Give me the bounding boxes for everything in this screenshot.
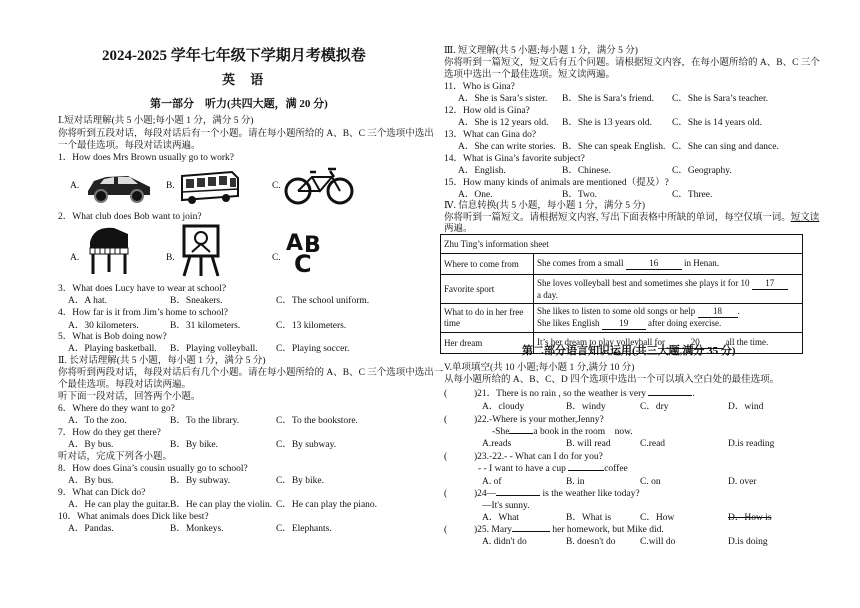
q14-option-a: A．English.	[458, 166, 506, 176]
q9-option-c: C．He can play the piano.	[276, 500, 378, 510]
q4-option-a: A．30 kilometers.	[68, 321, 139, 331]
q1-label-a: A.	[70, 181, 80, 191]
q24-text-b: is the weather like today?	[542, 489, 640, 499]
s2-instruction-1: 你将听到两段对话，每段对话后有几个小题。请在每小题所给的 A、B、C 三个选项中选出一	[58, 368, 444, 378]
q7-option-a: A．By bus.	[68, 440, 114, 450]
s3-instruction-2: 选项中选出一个最佳选项。短文读两遍。	[444, 70, 616, 80]
q24-option-b: B．What is	[566, 513, 612, 523]
question-24	[474, 488, 640, 500]
q22-option-d: D.is reading	[728, 439, 775, 449]
q22-blank[interactable]	[509, 433, 533, 434]
q25-option-d: D.is doing	[728, 537, 768, 547]
q21-option-a: A．cloudy	[482, 402, 525, 412]
question-12: 12．How old is Gina?	[444, 106, 530, 116]
question-1: 1．How does Mrs Brown usually go to work?	[58, 153, 235, 163]
q21-option-c: C．dry	[640, 402, 669, 412]
s2-instruction-4: 听对话，完成下列各小题。	[58, 452, 173, 462]
q6-option-a: A．To the zoo.	[68, 416, 127, 426]
row-sport-line2: a day.	[537, 289, 558, 300]
q24-text: )24—	[474, 489, 497, 499]
q25-option-b: B. doesn't do	[566, 537, 616, 547]
q2-label-c: C.	[272, 253, 281, 263]
answer-blank-19[interactable]: 19	[602, 318, 646, 330]
bus-icon	[178, 168, 240, 206]
row-label-sport: Favorite sport	[441, 275, 534, 304]
q23-option-b: B. in	[566, 477, 585, 487]
q23-option-c: C. on	[640, 477, 661, 487]
s2-instruction-3: 听下面一段对话，回答两个小题。	[58, 392, 201, 402]
question-24-reply: —It's sunny.	[482, 501, 530, 511]
s2-instruction-2: 个最佳选项。每段对话读两遍。	[58, 380, 192, 390]
q12-option-a: A．She is 12 years old.	[458, 118, 549, 128]
q21-blank[interactable]	[648, 395, 692, 396]
question-23-line2	[478, 463, 628, 475]
question-9: 9．What can Dick do?	[58, 488, 146, 498]
question-3: 3．What does Lucy have to wear at school?	[58, 284, 227, 294]
q11-option-a: A．She is Sara’s sister.	[458, 94, 548, 104]
bicycle-icon	[284, 163, 354, 207]
row-dream-pre: It’s her dream to play volleyball for	[537, 337, 665, 347]
answer-blank-20[interactable]: 20	[667, 337, 723, 349]
question-22: )22.-Where is your mother,Jenny?	[474, 415, 604, 425]
q7-option-c: C．By subway.	[276, 440, 337, 450]
q21-paren[interactable]: (	[444, 389, 448, 399]
q5-option-c: C．Playing soccer.	[276, 344, 350, 354]
q25-blank[interactable]	[512, 531, 550, 532]
q24-option-a: A．What	[482, 513, 519, 523]
s3-heading: Ⅲ. 短文理解(共 5 小题;每小题 1 分，满分 5 分)	[444, 46, 638, 56]
s4-instruction-1-text: 你将听到一篇短文。请根据短文内容, 写出下面表格中所缺的单词，每空仅填一词。	[444, 213, 791, 223]
abc-letters-icon	[284, 228, 328, 274]
question-2: 2．What club does Bob want to join?	[58, 212, 202, 222]
subject-title: 英 语	[222, 72, 270, 87]
q3-option-b: B．Sneakers.	[170, 296, 223, 306]
q13-option-c: C．She can sing and dance.	[672, 142, 779, 152]
q15-option-b: B．Two.	[562, 190, 597, 200]
row-where-post: in Henan.	[683, 258, 719, 268]
q21-text: )21．There is no rain , so the weather is very	[474, 389, 647, 399]
painting-easel-icon	[180, 222, 226, 278]
q22-text-c: a book in the room now.	[533, 427, 633, 437]
q12-option-b: B．She is 13 years old.	[562, 118, 652, 128]
row-dream-post: all the time.	[725, 337, 769, 347]
q11-option-b: B．She is Sara’s friend.	[562, 94, 654, 104]
question-4: 4．How far is it from Jim’s home to school?	[58, 308, 228, 318]
row-label-dream: Her dream	[441, 333, 534, 354]
s3-instruction-1: 你将听到一篇短文，短文后有五个问题。请根据短文内容，在每小题所给的 A、B、C 三个	[444, 58, 820, 68]
piano-icon	[84, 222, 134, 276]
q4-option-b: B．31 kilometers.	[170, 321, 241, 331]
v-heading: V.单项填空(共 10 小题;每小题 1 分,满分 10 分)	[444, 363, 635, 373]
q8-option-b: B．By subway.	[170, 476, 231, 486]
q1-label-c: C.	[272, 181, 281, 191]
q8-option-c: C．By bike.	[276, 476, 325, 486]
q23-option-a: A. of	[482, 477, 502, 487]
q2-label-a: A.	[70, 253, 80, 263]
info-sheet-title: Zhu Ting’s information sheet	[441, 235, 803, 254]
q9-option-b: B．He can play the violin.	[170, 500, 273, 510]
s1-heading: Ⅰ.短对话理解(共 5 小题;每小题 1 分，满分 5 分)	[58, 116, 254, 126]
question-13: 13．What can Gina do?	[444, 130, 537, 140]
s1-instruction-2: 一个最佳选项。每段对话读两遍。	[58, 141, 201, 151]
q21-option-b: B．windy	[566, 402, 606, 412]
row-label-where: Where to come from	[441, 254, 534, 275]
q24-blank[interactable]	[496, 495, 540, 496]
q25-text-b: her homework, but Mike did.	[552, 525, 664, 535]
part1-heading: 第一部分 听力(共四大题，满 20 分)	[150, 98, 328, 110]
row-value-free-time: She likes to listen to some old songs or help 18 . She likes English 19 after doing exercise.	[534, 304, 803, 333]
answer-blank-18[interactable]: 18	[698, 306, 738, 318]
q22-option-c: C.read	[640, 439, 666, 449]
question-22-line2	[492, 426, 633, 438]
question-6: 6．Where do they want to go?	[58, 404, 175, 414]
q10-option-a: A．Pandas.	[68, 524, 114, 534]
row-where-pre: She comes from a small	[537, 258, 624, 268]
q23-text-c: coffee	[604, 464, 628, 474]
q10-option-b: B．Monkeys.	[170, 524, 224, 534]
s4-instruction-1	[444, 212, 819, 224]
s4-heading: Ⅳ. 信息转换(共 5 小题，每小题 1 分，满分 5 分)	[444, 201, 646, 211]
row-value-where	[534, 254, 803, 275]
question-8: 8．How does Gina’s cousin usually go to school?	[58, 464, 248, 474]
row-free-line2: She likes English	[537, 318, 600, 328]
q23-blank[interactable]	[568, 470, 604, 471]
q23-paren[interactable]: (	[444, 452, 448, 462]
q21-option-d: D．wind	[728, 402, 764, 412]
svg-text:C: C	[294, 250, 312, 274]
q25-option-c: C.will do	[640, 537, 676, 547]
question-23: )23.-22.- - What can I do for you?	[474, 452, 603, 462]
question-14: 14．What is Gina’s favorite subject?	[444, 154, 585, 164]
q5-option-a: A．Playing basketball.	[68, 344, 157, 354]
q25-paren[interactable]: (	[444, 525, 448, 535]
q6-option-b: B．To the library.	[170, 416, 240, 426]
q23-option-d: D. over	[728, 477, 757, 487]
q25-text: )25. Mary	[474, 525, 512, 535]
q22-paren[interactable]: (	[444, 415, 448, 425]
q15-option-a: A．One.	[458, 190, 493, 200]
q10-option-c: C．Elephants.	[276, 524, 332, 534]
q5-option-b: B．Playing volleyball.	[170, 344, 258, 354]
q22-option-a: A.reads	[482, 439, 512, 449]
q24-option-d: D．How is	[728, 513, 772, 523]
question-10: 10．What animals does Dick like best?	[58, 512, 209, 522]
q23-text-b: - - I want to have a cup	[478, 464, 566, 474]
q11-option-c: C．She is Sara’s teacher.	[672, 94, 769, 104]
v-instruction: 从每小题所给的 A、B、C、D 四个选项中选出一个可以填入空白处的最佳选项。	[444, 375, 780, 385]
question-21: )21．There is no rain , so the weather is very .	[474, 389, 695, 399]
s2-heading: Ⅱ. 长对话理解(共 5 小题，每小题 1 分，满分 5 分)	[58, 356, 266, 366]
q14-option-b: B．Chinese.	[562, 166, 611, 176]
question-15: 15．How many kinds of animals are mentioned（提及）?	[444, 178, 669, 188]
q22-text-b: -She	[492, 427, 510, 437]
question-5: 5．What is Bob doing now?	[58, 332, 167, 342]
s4-instruction-2: 两遍。	[444, 224, 473, 234]
q8-option-a: A．By bus.	[68, 476, 114, 486]
q2-label-b: B.	[166, 253, 175, 263]
question-7: 7．How do they get there?	[58, 428, 161, 438]
q13-option-a: A．She can write stories.	[458, 142, 556, 152]
row-sport-line1: She loves volleyball best and sometimes she plays it for 10	[537, 277, 750, 288]
q24-option-c: C．How	[640, 513, 675, 523]
car-icon	[84, 165, 154, 203]
q14-option-c: C．Geography.	[672, 166, 732, 176]
row-free-line1: She likes to listen to some old songs or help	[537, 306, 696, 316]
svg-text:B: B	[304, 233, 321, 258]
q3-option-c: C．The school uniform.	[276, 296, 370, 306]
q7-option-b: B．By bike.	[170, 440, 219, 450]
q13-option-b: B．She can speak English.	[562, 142, 666, 152]
q1-label-b: B.	[166, 181, 175, 191]
q15-option-c: C．Three.	[672, 190, 713, 200]
q4-option-c: C．13 kilometers.	[276, 321, 347, 331]
q24-paren[interactable]: (	[444, 489, 448, 499]
answer-blank-17[interactable]: 17	[752, 278, 788, 290]
row-label-free-time: What to do in her free time	[441, 304, 534, 333]
svg-text:A: A	[286, 231, 304, 256]
q12-option-c: C．She is 14 years old.	[672, 118, 762, 128]
q25-option-a: A. didn't do	[482, 537, 527, 547]
s1-instruction-1: 你将听到五段对话，每段对话后有一个小题。请在每小题所给的 A、B、C 三个选项中选出	[58, 129, 434, 139]
exam-title: 2024-2025 学年七年级下学期月考模拟卷	[102, 48, 366, 64]
q9-option-a: A．He can play the guitar.	[68, 500, 171, 510]
question-11: 11．Who is Gina?	[444, 82, 515, 92]
part2-heading: 第二部分语言知识运用(共三大题,满分 35 分)	[522, 345, 736, 357]
row-free-line2-post: after doing exercise.	[648, 318, 722, 328]
q6-option-c: C．To the bookstore.	[276, 416, 358, 426]
s4-instruction-1-tail: 短文读	[790, 213, 820, 223]
row-value-sport	[534, 275, 803, 304]
answer-blank-16[interactable]: 16	[626, 258, 682, 270]
q3-option-a: A．A hat.	[68, 296, 108, 306]
info-sheet-table	[440, 234, 803, 354]
question-25	[474, 524, 664, 536]
q22-option-b: B. will read	[566, 439, 611, 449]
